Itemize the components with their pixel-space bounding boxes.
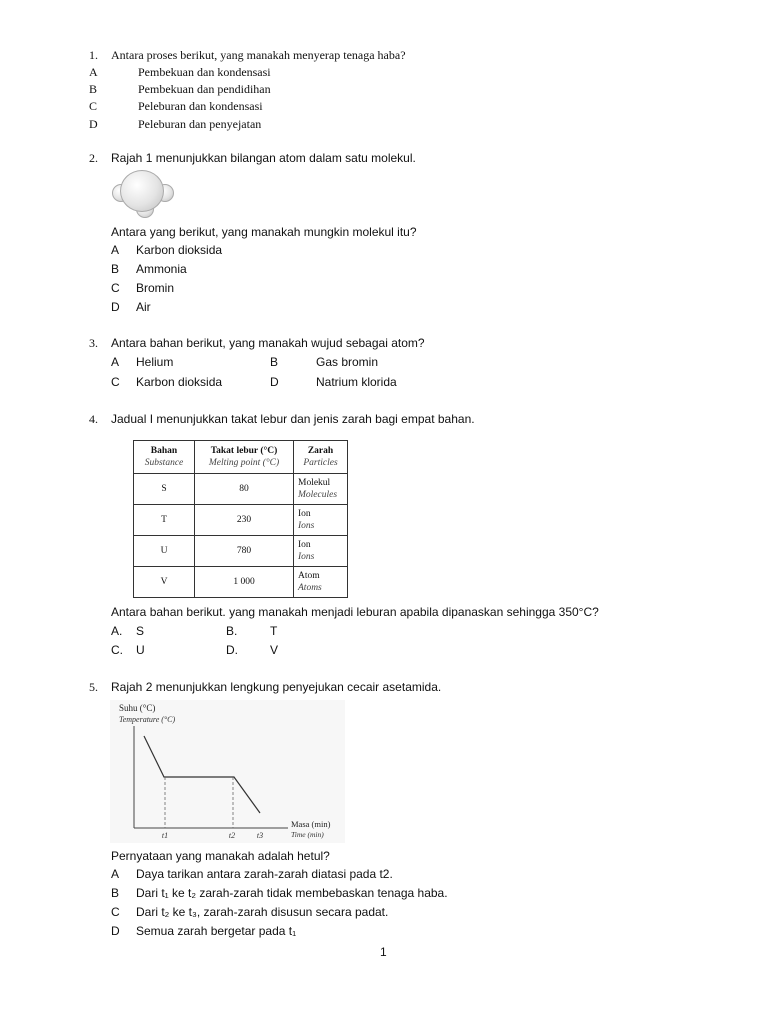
table-row bbox=[134, 567, 348, 598]
header-main: Takat lebur (°C) bbox=[210, 446, 278, 456]
x-axis-label: Masa (min) bbox=[291, 819, 331, 829]
option-letter: C. bbox=[111, 643, 123, 657]
substance-cell: V bbox=[134, 567, 195, 598]
question-text: Rajah 1 menunjukkan bilangan atom dalam satu molekul. bbox=[111, 151, 416, 165]
option-letter: D bbox=[270, 375, 279, 389]
option-text: Peleburan dan penyejatan bbox=[138, 117, 262, 131]
option-letter: B bbox=[111, 262, 120, 276]
question-prompt: Pernyataan yang manakah adalah hetul? bbox=[111, 849, 330, 863]
cooling-curve-graph bbox=[110, 700, 345, 843]
x-axis-label-en: Time (min) bbox=[291, 830, 324, 839]
particle-en: Ions bbox=[298, 521, 315, 531]
question-number: 3. bbox=[89, 336, 98, 350]
header-sub: Melting point (°C) bbox=[208, 458, 280, 468]
particle-cell bbox=[294, 474, 348, 505]
option-text: V bbox=[270, 643, 279, 657]
table-header bbox=[195, 441, 294, 474]
table-header-row bbox=[134, 441, 348, 474]
substance-cell: T bbox=[134, 505, 195, 536]
option-letter: D bbox=[89, 117, 98, 131]
header-main: Zarah bbox=[307, 446, 334, 456]
option-text: T bbox=[270, 624, 278, 638]
header-main: Bahan bbox=[150, 446, 178, 456]
question-text: Antara proses berikut, yang manakah menyerap tenaga haba? bbox=[111, 48, 406, 62]
melting-point-cell: 230 bbox=[195, 505, 294, 536]
table-row bbox=[134, 505, 348, 536]
header-sub: Particles bbox=[303, 458, 338, 468]
y-axis-label-en: Temperature (°C) bbox=[119, 715, 176, 724]
option-text: Gas bromin bbox=[316, 355, 379, 369]
option-text: Karbon dioksida bbox=[136, 243, 223, 257]
question-prompt: Antara yang berikut, yang manakah mungkin molekul itu? bbox=[111, 225, 417, 239]
option-letter: A bbox=[111, 355, 120, 369]
y-axis-label: Suhu (°C) bbox=[119, 703, 156, 713]
question-number: 2. bbox=[89, 151, 98, 165]
option-text: Bromin bbox=[136, 281, 175, 295]
option-letter: D bbox=[111, 300, 120, 314]
option-letter: C bbox=[111, 375, 120, 389]
question-text: Rajah 2 menunjukkan lengkung penyejukan cecair asetamida. bbox=[111, 680, 442, 694]
substance-cell: S bbox=[134, 474, 195, 505]
option-letter: C bbox=[89, 99, 98, 113]
substance-cell: U bbox=[134, 536, 195, 567]
option-letter: C bbox=[111, 281, 120, 295]
option-text: Pembekuan dan pendidihan bbox=[138, 82, 271, 96]
particle-en: Atoms bbox=[298, 583, 322, 593]
option-letter: A. bbox=[111, 624, 123, 638]
option-letter: B bbox=[89, 82, 98, 96]
question-text: Antara bahan berikut, yang manakah wujud sebagai atom? bbox=[111, 336, 425, 350]
central-atom bbox=[120, 170, 164, 212]
option-text: S bbox=[136, 624, 145, 638]
table-row bbox=[134, 474, 348, 505]
option-text: Peleburan dan kondensasi bbox=[138, 99, 263, 113]
table-header bbox=[134, 441, 195, 474]
option-text: Air bbox=[136, 300, 151, 314]
question-text: Jadual I menunjukkan takat lebur dan jenis zarah bagi empat bahan. bbox=[111, 412, 475, 426]
option-text: Natrium klorida bbox=[316, 375, 397, 389]
table-header bbox=[294, 441, 348, 474]
option-text: Dari t₁ ke t₂ zarah-zarah tidak membebaskan tenaga haba. bbox=[136, 886, 448, 900]
question-number: 4. bbox=[89, 412, 98, 426]
option-text: U bbox=[136, 643, 145, 657]
data-table bbox=[133, 440, 348, 598]
option-text: Pembekuan dan kondensasi bbox=[138, 65, 271, 79]
particle-en: Ions bbox=[298, 552, 315, 562]
option-text: Ammonia bbox=[136, 262, 187, 276]
option-text: Semua zarah bergetar pada t₁ bbox=[136, 924, 297, 938]
option-text: Karbon dioksida bbox=[136, 375, 223, 389]
tick-t1: t1 bbox=[161, 831, 169, 840]
page-number: 1 bbox=[380, 945, 387, 959]
option-letter: B bbox=[111, 886, 120, 900]
option-letter: B. bbox=[226, 624, 238, 638]
question-number: 1. bbox=[89, 48, 98, 62]
particle-ms: Ion bbox=[298, 509, 311, 519]
option-letter: A bbox=[89, 65, 98, 79]
particle-ms: Atom bbox=[298, 571, 320, 581]
particle-ms: Ion bbox=[298, 540, 311, 550]
option-letter: A bbox=[111, 867, 120, 881]
option-text: Dari t₂ ke t₃, zarah-zarah disusun secara padat. bbox=[136, 905, 389, 919]
option-letter: D bbox=[111, 924, 120, 938]
melting-point-cell: 1 000 bbox=[195, 567, 294, 598]
particle-cell bbox=[294, 505, 348, 536]
melting-point-cell: 780 bbox=[195, 536, 294, 567]
option-letter: D. bbox=[226, 643, 238, 657]
question-number: 5. bbox=[89, 680, 98, 694]
option-letter: B bbox=[270, 355, 279, 369]
table-row bbox=[134, 536, 348, 567]
particle-ms: Molekul bbox=[298, 478, 331, 488]
particle-cell bbox=[294, 536, 348, 567]
question-prompt: Antara bahan berikut. yang manakah menjadi leburan apabila dipanaskan sehingga 350°C? bbox=[111, 605, 599, 619]
header-sub: Substance bbox=[144, 458, 184, 468]
particle-cell bbox=[294, 567, 348, 598]
particle-en: Molecules bbox=[298, 490, 338, 500]
tick-t3: t3 bbox=[256, 831, 264, 840]
option-letter: C bbox=[111, 905, 120, 919]
tick-t2: t2 bbox=[228, 831, 236, 840]
melting-point-cell: 80 bbox=[195, 474, 294, 505]
option-text: Daya tarikan antara zarah-zarah diatasi pada t2. bbox=[136, 867, 393, 881]
option-text: Helium bbox=[136, 355, 174, 369]
option-letter: A bbox=[111, 243, 120, 257]
